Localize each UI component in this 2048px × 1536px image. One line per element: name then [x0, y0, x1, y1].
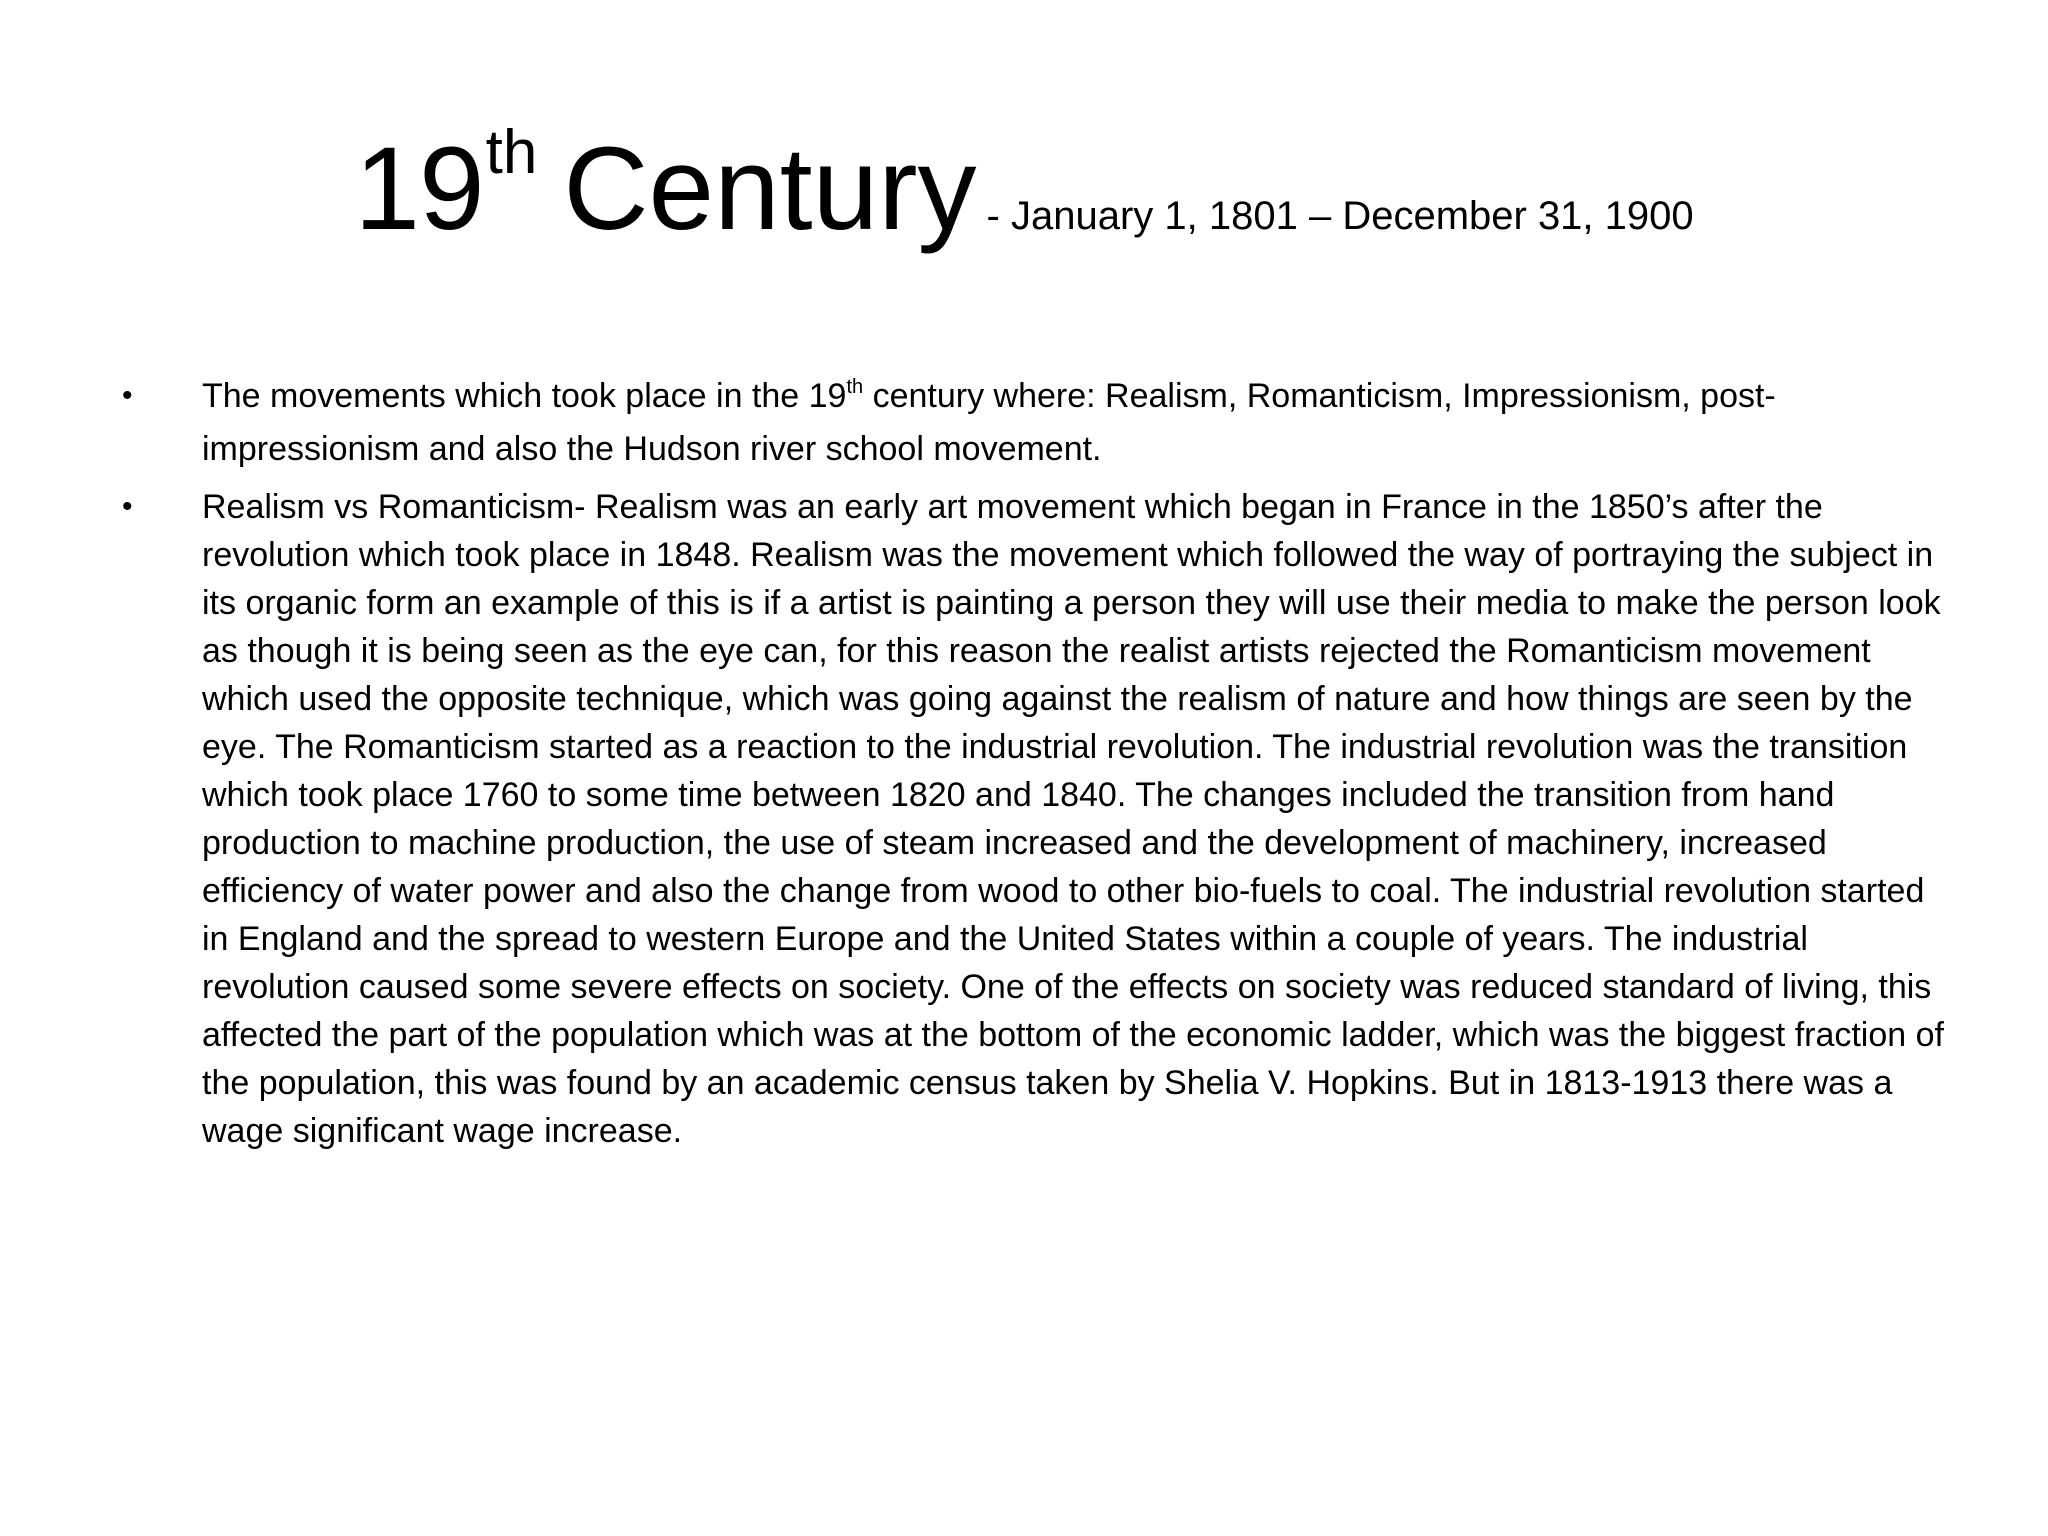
- title-number: 19: [354, 123, 484, 255]
- bullet-item-realism-vs-romanticism: [118, 483, 1948, 1155]
- title-ordinal-superscript: th: [485, 118, 538, 187]
- bullet-list: [118, 372, 1948, 1165]
- bullet-text: Realism vs Romanticism- Realism was an early art movement which began in France in the 1850’s after the revolution which took place in 1848. Realism was the movement which followed the way of portraying the subject in its organic form an example of this is if a artist is painting a person they will use their media to make the person look as though it is being seen as the eye can, for this reason the realist artists rejected the Romanticism movement which used the opposite technique, which was going against the realism of nature and how things are seen by the eye. The Romanticism started as a reaction to the industrial revolution. The industrial revolution was the transition which took place 1760 to some time between 1820 and 1840. The changes included the transition from hand production to machine production, the use of steam increased and the development of machinery, increased efficiency of water power and also the change from wood to other bio-fuels to coal. The industrial revolution started in England and the spread to western Europe and the United States within a couple of years. The industrial revolution caused some severe effects on society. One of the effects on society was reduced standard of living, this affected the part of the population which was at the bottom of the economic ladder, which was the biggest fraction of the population, this was found by an academic census taken by Shelia V. Hopkins. But in 1813-1913 there was a wage significant wage increase.: [202, 488, 1944, 1150]
- bullet-item-movements: [118, 372, 1948, 473]
- bullet-marker: •: [122, 379, 133, 412]
- bullet-text-part: century where: Realism, Romanticism, Impressionism, post-impressionism and also the Hudson river school movement.: [202, 377, 1776, 468]
- title-date-range: - January 1, 1801 – December 31, 1900: [986, 194, 1694, 238]
- bullet-ordinal-superscript: th: [846, 376, 864, 398]
- title-word: Century: [563, 123, 977, 255]
- bullet-text-part: The movements which took place in the 19: [202, 377, 847, 415]
- bullet-marker: •: [122, 490, 133, 523]
- slide-title: [0, 118, 2048, 255]
